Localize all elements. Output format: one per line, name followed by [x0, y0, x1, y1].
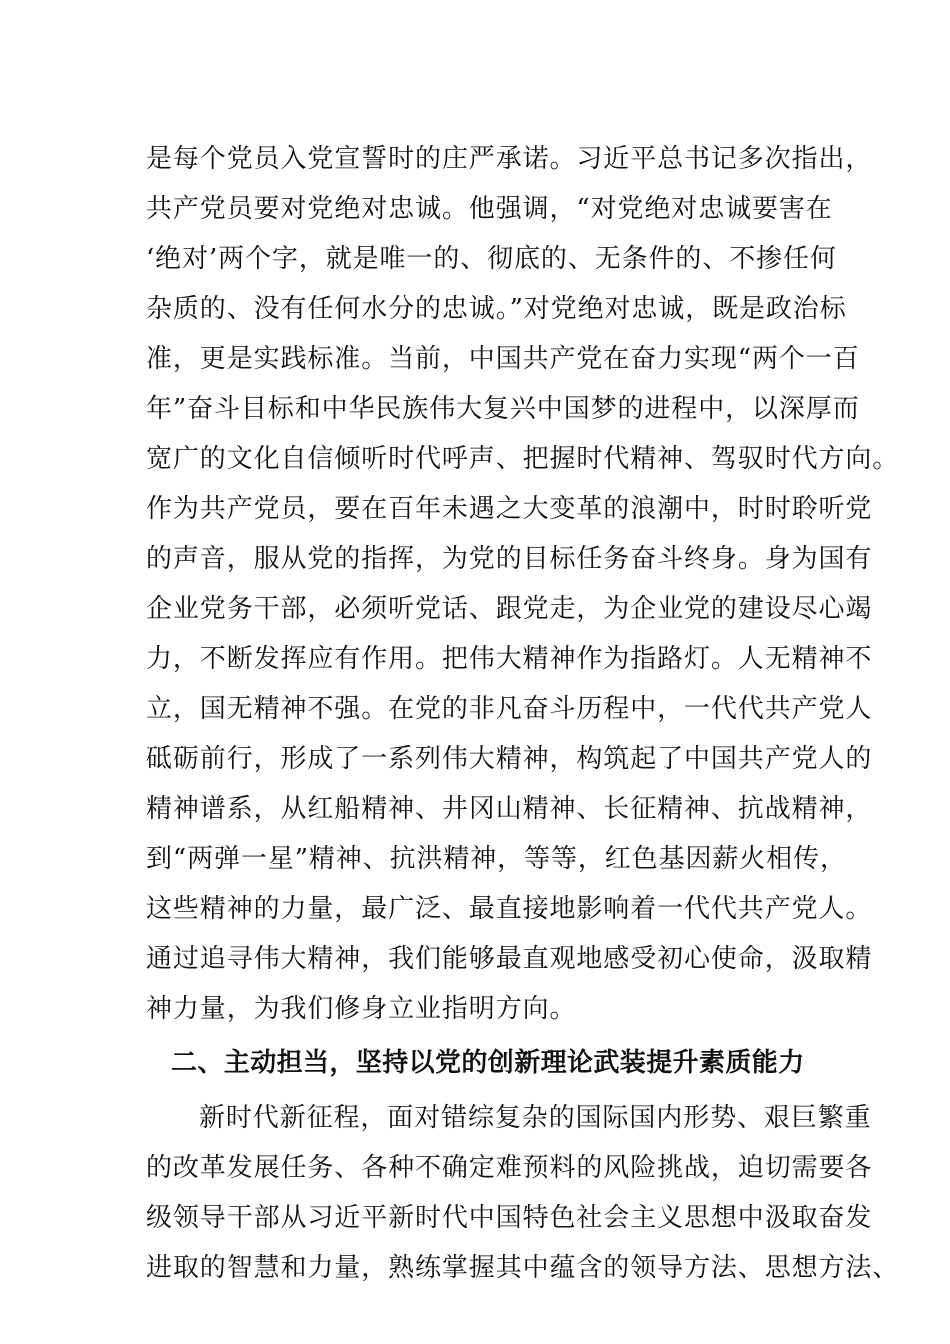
text-line: 共产党员要对党绝对忠诚。他强调，“对党绝对忠诚要害在: [146, 194, 833, 224]
text-line: 级领导干部从习近平新时代中国特色社会主义思想中汲取奋发: [146, 1203, 873, 1233]
text-line: 到“两弹一星”精神、抗洪精神，等等，红色基因薪火相传，: [146, 844, 847, 874]
text-line: 是每个党员入党宣誓时的庄严承诺。习近平总书记多次指出，: [146, 144, 873, 174]
text-line: 精神谱系，从红船精神、井冈山精神、长征精神、抗战精神，: [146, 794, 873, 824]
text-line: ‘绝对’两个字，就是唯一的、彻底的、无条件的、不掺任何: [146, 244, 837, 274]
text-line: 宽广的文化自信倾听时代呼声、把握时代精神、驾驭时代方向。: [146, 444, 900, 474]
text-line: 通过追寻伟大精神，我们能够最直观地感受初心使命，汲取精: [146, 944, 873, 974]
text-line: 新时代新征程，面对错综复杂的国际国内形势、艰巨繁重: [199, 1103, 872, 1133]
text-line: 杂质的、没有任何水分的忠诚。”对党绝对忠诚，既是政治标: [146, 294, 847, 324]
text-line: 砥砺前行，形成了一系列伟大精神，构筑起了中国共产党人的: [146, 744, 873, 774]
text-line: 进取的智慧和力量，熟练掌握其中蕴含的领导方法、思想方法、: [146, 1253, 900, 1283]
text-line: 这些精神的力量，最广泛、最直接地影响着一代代共产党人。: [146, 894, 873, 924]
text-line: 力，不断发挥应有作用。把伟大精神作为指路灯。人无精神不: [146, 644, 873, 674]
text-line: 准，更是实践标准。当前，中国共产党在奋力实现“两个一百: [146, 344, 860, 374]
text-line: 的声音，服从党的指挥，为党的目标任务奋斗终身。身为国有: [146, 544, 873, 574]
text-line: 的改革发展任务、各种不确定难预料的风险挑战，迫切需要各: [146, 1153, 873, 1183]
text-line: 神力量，为我们修身立业指明方向。: [146, 994, 577, 1024]
text-line: 年”奋斗目标和中华民族伟大复兴中国梦的进程中，以深厚而: [146, 394, 860, 424]
section-heading: 二、主动担当，坚持以党的创新理论武装提升素质能力: [171, 1048, 805, 1078]
text-line: 企业党务干部，必须听党话、跟党走，为企业党的建设尽心竭: [146, 594, 873, 624]
text-line: 立，国无精神不强。在党的非凡奋斗历程中，一代代共产党人: [146, 694, 873, 724]
text-line: 作为共产党员，要在百年未遇之大变革的浪潮中，时时聆听党: [146, 494, 873, 524]
